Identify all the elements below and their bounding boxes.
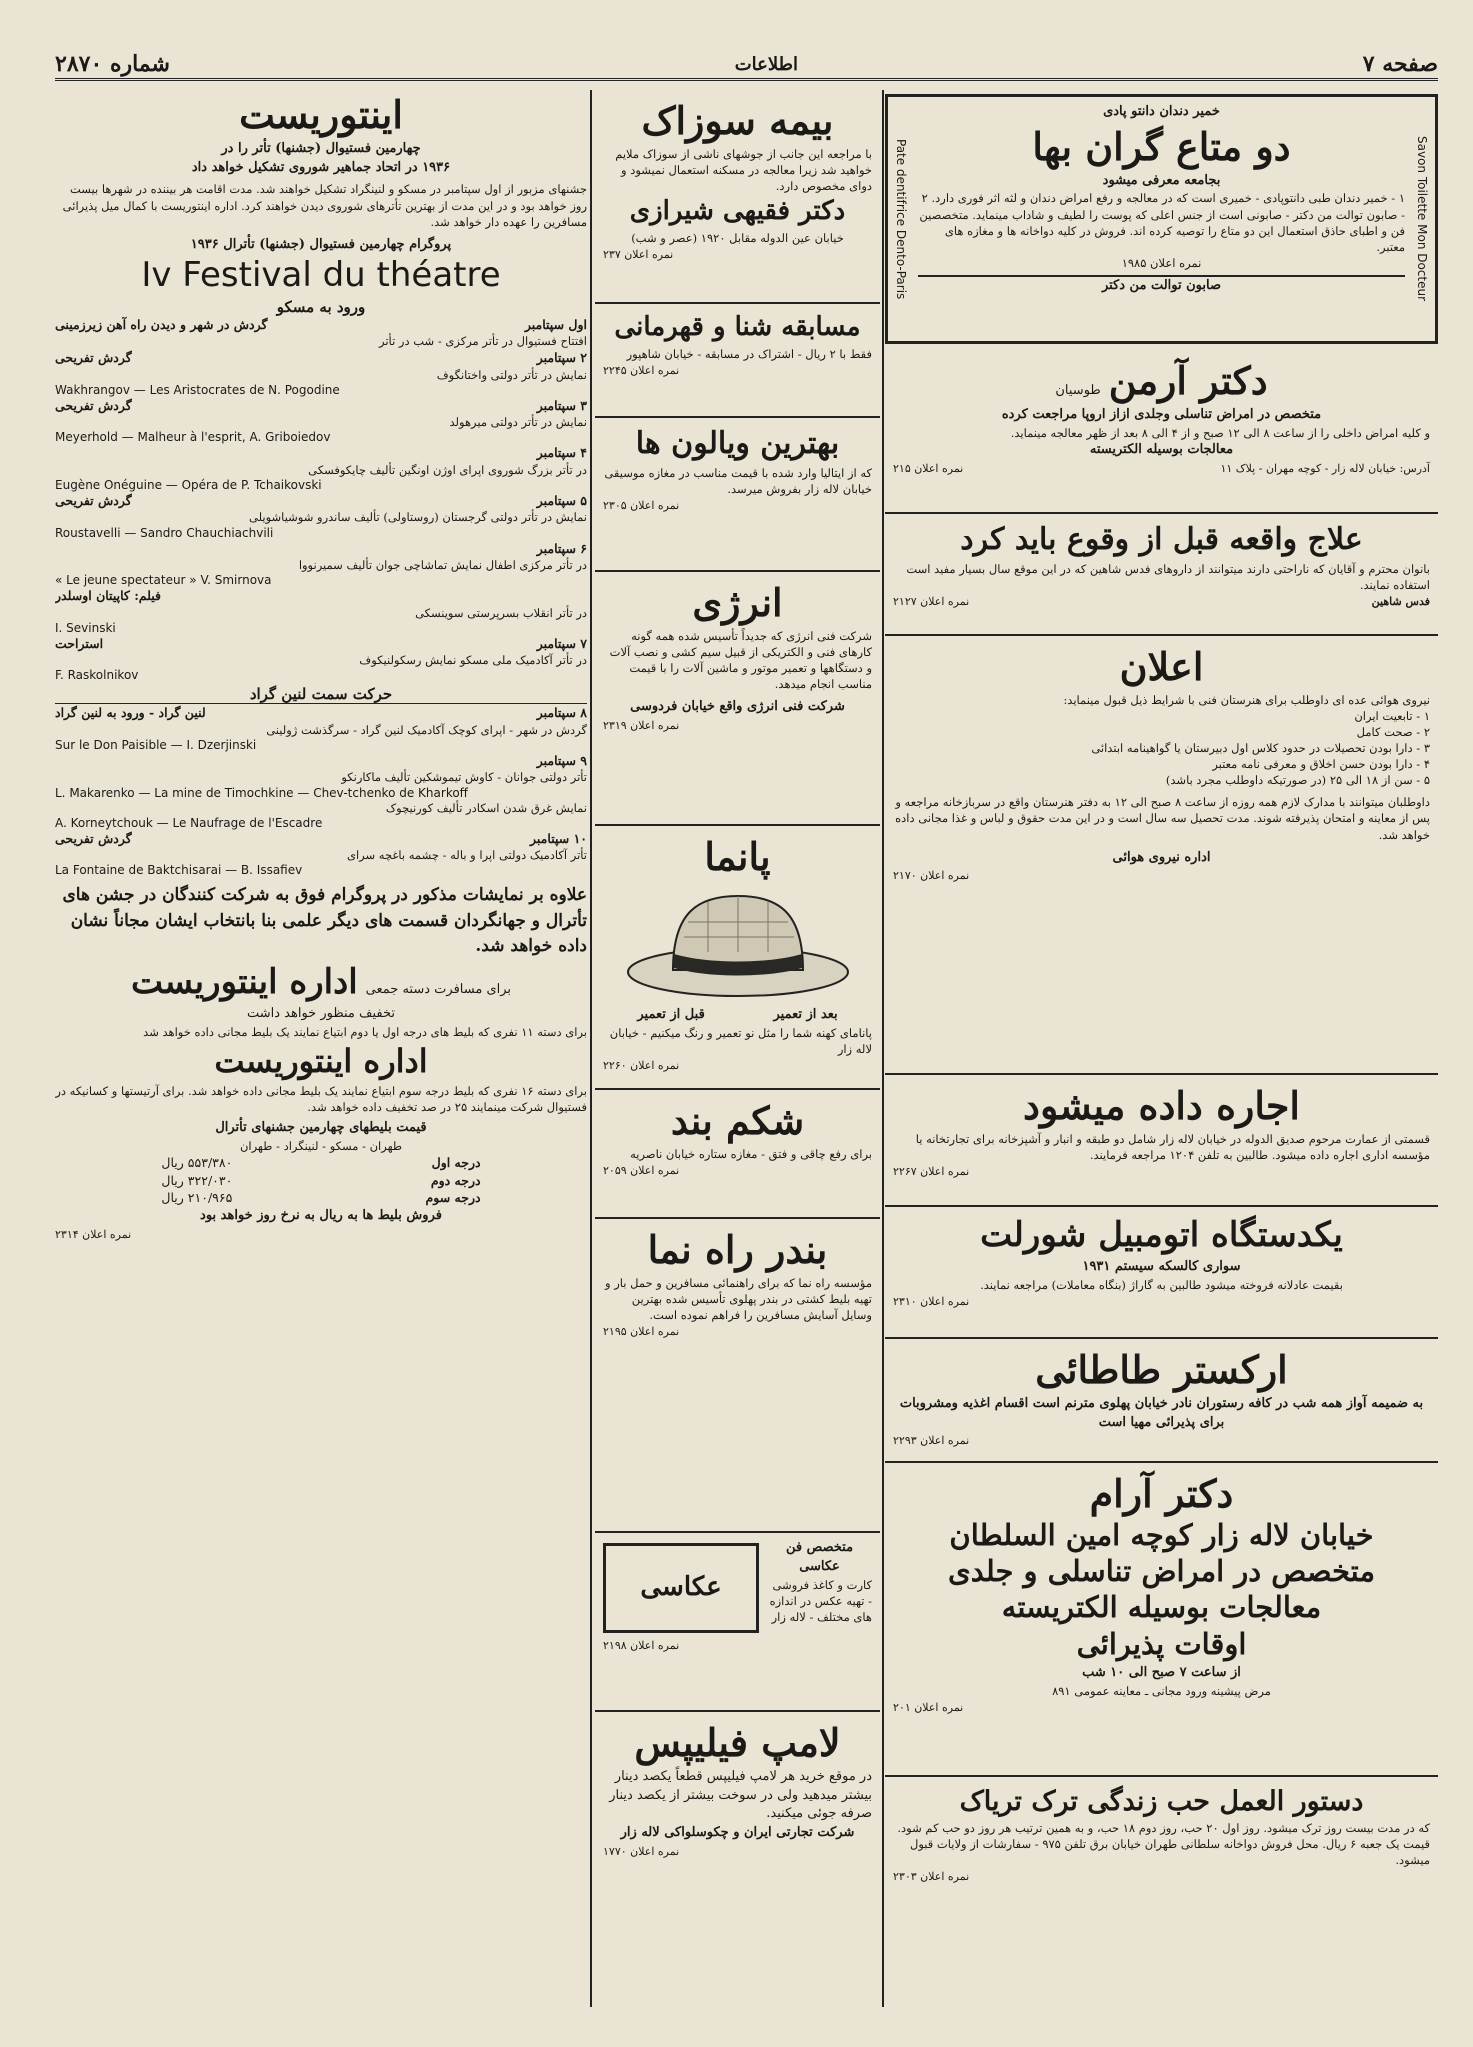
program-date: ۹ سپتامبر: [536, 752, 587, 768]
masthead: [55, 50, 1438, 81]
lease-ad: [885, 1075, 1438, 1207]
program-date: ۲ سپتامبر: [536, 350, 587, 366]
ad-text: قسمتی از عمارت مرحوم صدیق الدوله در خیابان لاله زار شامل دو طبقه و انبار و آشپزخانه برای تجارتخانه یا مؤسسه اداری اجاره داده میشود. طالبین به تلفن ۱۲۰۴ مراجعه فرمایند.: [915, 1131, 1430, 1162]
program-title: پروگرام چهارمین فستیوال (جشنها) تأترال ۱۹۳۶: [190, 236, 452, 252]
ad-text: در موقع خرید هر لامپ فیلیپس قطعاً یکصد دینار بیشتر میدهید ولی در سوخت بیشتر از یکصد دینار صرفه جوئی میکنید.: [609, 1768, 872, 1822]
energy-ad: [595, 572, 880, 826]
caption-before: بعد از تعمیر: [773, 1006, 838, 1022]
price-class: درجه اول: [431, 1155, 481, 1171]
port-ad: [595, 1219, 880, 1533]
ad-line: سواری کالسکه سیستم ۱۹۳۱: [1082, 1259, 1241, 1275]
program-text: گردش در شهر - اپرای کوچک آکادمیک لنین گراد - سرگذشت ژولینی: [266, 722, 587, 737]
ad-title: دکتر آرام: [1089, 1471, 1234, 1516]
program-item: [55, 316, 587, 350]
prices-route: طهران - مسکو - لنینگراد - طهران: [239, 1139, 403, 1154]
ad-text: بانوان محترم و آقایان که ناراحتی دارند میتوانند از داروهای فدس شاهین که در این موقع سال بسیار مفید است استفاده نمایند.: [906, 561, 1430, 592]
notice-item: ۳ - دارا بودن تحصیلات در حدود کلاس اول دبیرستان یا گواهینامه ابتدائی: [1091, 741, 1430, 756]
ad-seq: نمره اعلان ۲۰۵۹: [603, 1163, 680, 1177]
ad-brand: فدس شاهین: [1371, 594, 1430, 608]
program-head: استراحت: [55, 635, 104, 651]
program-latin: L. Makarenko — La mine de Timochkine — Chev-tchenko de Kharkoff: [55, 785, 468, 800]
ad-line: معالجات بوسیله الکتریسته: [1001, 1590, 1322, 1625]
ad-text: به ضمیمه آواز همه شب در کافه رستوران نادر خیابان پهلوی مترنم است اقسام اغذیه ومشروبات برای پذیرائی مهیا است: [899, 1395, 1424, 1430]
ad-text: فقط با ۲ ریال - اشتراک در مسابقه - خیابان شاهپور: [626, 346, 872, 361]
issue-number: شماره ۲۸۷۰: [55, 51, 170, 77]
ad-title: دستور العمل حب زندگی ترک تریاک: [959, 1786, 1364, 1817]
ad-seq: نمره اعلان ۲۳۱۹: [603, 719, 680, 733]
program-latin: F. Raskolnikov: [55, 668, 139, 683]
ad-text: با مراجعه این جانب از جوشهای ناشی از سوزاک ملایم خواهید شد زیرا معالجه در مسکنه استعمال نمیشود و دوای مخصوص دارد.: [615, 146, 872, 193]
ad-line: متخصص در امراض تناسلی و جلدی: [948, 1554, 1375, 1589]
article-note: فروش بلیط ها به ریال به نرخ روز خواهد بود: [200, 1207, 442, 1223]
ad-seq: نمره اعلان ۲۳۷: [603, 248, 674, 262]
program-date: اول سپتامبر: [524, 316, 587, 332]
ad-seq: نمره اعلان ۲۱۲۷: [893, 594, 970, 608]
ad-line: خیابان لاله زار کوچه امین السلطان: [949, 1517, 1374, 1552]
ad-address: خیابان عین الدوله مقابل ۱۹۲۰ (عصر و شب): [631, 230, 844, 245]
ad-text: داوطلبان میتوانند با مدارک لازم همه روزه از ساعت ۸ صبح الی ۱۲ به دفتر هنرستان واقع در سربازخانه مراجعه و پس از معاینه و امتحان پذیرفته شوند. مدت تحصیل سه سال است و در این مدت حقوق و لباس و غذا مجانی داده خواهد شد.: [895, 795, 1430, 842]
program-date: ۴ سپتامبر: [536, 445, 587, 461]
ad-seq: نمره اعلان ۲۲۴۵: [603, 363, 680, 377]
ad-seq: نمره اعلان ۲۳۰۳: [893, 1870, 970, 1884]
program-item: [55, 800, 587, 830]
program-date: ۱۰ سپتامبر: [530, 830, 587, 846]
ad-seq: نمره اعلان ۲۳۰۵: [603, 498, 680, 512]
panama-ad: [595, 826, 880, 1090]
ad-text: برای رفع چاقی و فتق - مغازه ستاره خیابان ناصریه: [630, 1146, 872, 1161]
philips-ad: [595, 1712, 880, 1914]
ad-seq: نمره اعلان ۲۲۹۳: [893, 1434, 970, 1448]
program-head: لنین گراد - ورود به لنین گراد: [55, 705, 206, 721]
ad-footer: صابون توالت من دکتر: [918, 275, 1405, 296]
article-paragraph: برای دسته ۱۶ نفری که بلیط درجه سوم ابتیاع نمایند یک بلیط مجانی داده خواهد شد. برای آرتیستها و کسانیکه در فستیوال شرکت مینمایند ۲۵ در صد تخفیف داده خواهد شد.: [55, 1084, 587, 1115]
program-latin: Eugène Onéguine — Opéra de P. Tchaikovski: [55, 477, 322, 492]
price-row: [161, 1154, 480, 1172]
ad-text: کارت و کاغذ فروشی - تهیه عکس در اندازه های مختلف - لاله زار: [769, 1577, 872, 1624]
studio-sign-text: عکاسی: [640, 1572, 722, 1603]
ad-seq: نمره اعلان ۲۰۱: [893, 1701, 964, 1715]
program-latin: I. Sevinski: [55, 620, 116, 635]
program-date: ۶ سپتامبر: [536, 540, 587, 556]
column-rule: [882, 90, 884, 2007]
program-date: [517, 587, 587, 605]
article-subtitle: چهارمین فستیوال (جشنها) تأتر را در: [221, 140, 421, 156]
ad-line: متخصص در امراض تناسلی وجلدی ازاز اروپا مراجعت کرده: [1001, 406, 1322, 422]
opium-ad: [885, 1777, 1438, 1899]
program-latin: Wakhrangov — Les Aristocrates de N. Pogodine: [55, 382, 340, 397]
program-item: [55, 704, 587, 752]
ad-text: مؤسسه راه نما که برای راهنمائی مسافرین و حمل بار و تهیه بلیط کشتی در بندر پهلوی تأسیس شده بهترین وسایل آسایش مسافرین را فراهم نموده است.: [605, 1275, 872, 1322]
program-item: [55, 540, 587, 588]
violins-ad: [595, 418, 880, 572]
ad-seq: نمره اعلان ۲۱۵: [893, 461, 964, 475]
ad-line: اوقات پذیرائی: [1076, 1626, 1247, 1661]
ad-line: از ساعت ۷ صبح الی ۱۰ شب: [1082, 1665, 1241, 1681]
ad-title: انرژی: [692, 580, 783, 625]
price-table: [161, 1154, 480, 1207]
program-latin: Roustavelli — Sandro Chauchiachvili: [55, 525, 274, 540]
toothpaste-ad: [885, 94, 1438, 344]
ad-title: پانما: [704, 834, 771, 879]
notice-item: ۱ - تابعیت ایران: [1354, 708, 1430, 723]
price-row: [161, 1189, 480, 1207]
ad-title: بیمه سوزاک: [641, 98, 834, 143]
program-head: گردش تفریحی: [55, 830, 132, 846]
ad-text: که از ایتالیا وارد شده با قیمت مناسب در مغازه موسیقی خیابان لاله زار بفروش میرسد.: [604, 465, 872, 496]
program-head: گردش تفریحی: [55, 350, 132, 366]
ad-title: ارکستر طاطائی: [1035, 1347, 1288, 1392]
program-date: ۷ سپتامبر: [536, 635, 587, 651]
program-item: [55, 397, 587, 445]
ad-seq: نمره اعلان ۱۹۸۵: [1121, 255, 1202, 270]
festival-title-fr: Iv Festival du théatre: [141, 254, 501, 295]
ad-name: دکتر فقیهی شیرازی: [629, 196, 846, 227]
article-paragraph: برای دسته ۱۱ نفری که بلیط های درجه اول یا دوم ابتیاع نمایند یک بلیط مجانی داده خواهد شد: [143, 1024, 587, 1039]
program-text: نمایش غرق شدن اسکادر تألیف کورنیچوک: [385, 800, 587, 815]
ad-title: بندر راه نما: [647, 1227, 828, 1272]
program-text: افتتاح فستیوال در تأتر مرکزی - شب در تأتر: [379, 334, 587, 349]
program-head: گردش تفریحی: [55, 492, 132, 508]
ad-title: شکم بند: [670, 1098, 805, 1143]
program-latin: Sur le Don Paisible — I. Dzerjinski: [55, 737, 257, 752]
airforce-notice: [885, 636, 1438, 1075]
ad-title: لامپ فیلیپس: [634, 1720, 841, 1765]
ad-title: مسابقه شنا و قهرمانی: [614, 312, 861, 342]
ad-title: یکدستگاه اتومبیل شورلت: [980, 1215, 1343, 1255]
program-text: در تأتر آکادمیک ملی مسکو نمایش رسکولنیکوف: [359, 653, 587, 668]
ad-address: آدرس: خیابان لاله زار - کوچه مهران - پلاک ۱۱: [1220, 461, 1430, 475]
ad-text: و کلیه امراض داخلی را از ساعت ۸ الی ۱۲ صبح و از ۴ الی ۸ بعد از ظهر معالجه مینماید.: [1010, 425, 1430, 440]
ad-note: مرض پیشینه ورود مجانی ـ معاینه عمومی ۸۹۱: [1052, 1684, 1271, 1699]
syphilis-ad: [595, 90, 880, 304]
ad-seq: نمره اعلان ۲۲۶۷: [893, 1164, 970, 1178]
program-date: ۵ سپتامبر: [536, 492, 587, 508]
studio-sign: [603, 1543, 759, 1633]
ad-title: اجاره داده میشود: [1023, 1083, 1300, 1128]
notice-item: ۵ - سن از ۱۸ الی ۲۵ (در صورتیکه داوطلب مجرد باشد): [1165, 773, 1430, 788]
inline-text: تخفیف منظور خواهد داشت: [246, 1006, 395, 1022]
program-item: [55, 444, 587, 492]
program-item: [55, 587, 587, 635]
price-row: [161, 1172, 480, 1190]
article-intro: جشنهای مزبور از اول سپتامبر در مسکو و لنینگراد تشکیل خواهند شد. مدت اقامت هر بیننده در شهرها بیست روز خواهد بود و در این مدت از بهترین تأترهای شوروی دیدن خواهند کرد. اداره اینتوریست با کمال میل پذیرائی مسافرین را عهده دار خواهد شد.: [62, 182, 587, 229]
notice-intro: نیروی هوائی عده ای داوطلب برای هنرستان فنی با شرایط ذیل قبول مینماید:: [1063, 692, 1430, 707]
ad-subtitle: بجامعه معرفی میشود: [1102, 172, 1221, 188]
inline-text: برای مسافرت دسته جمعی: [365, 981, 512, 997]
price-value: ۵۵۳/۳۸۰ ریال: [161, 1155, 233, 1171]
ad-line: معالجات بوسیله الکتریسته: [1089, 441, 1234, 457]
price-value: ۳۲۲/۰۳۰ ریال: [161, 1172, 233, 1188]
ad-seq: نمره اعلان ۱۷۷۰: [603, 1845, 680, 1859]
notice-signoff: اداره نیروی هوائی: [1112, 849, 1211, 865]
price-class: درجه سوم: [425, 1190, 481, 1206]
program-latin: « Le jeune spectateur » V. Smirnova: [55, 573, 272, 588]
intourist-column: [55, 90, 587, 2007]
ads-column-right: [885, 90, 1438, 2007]
program-latin: La Fontaine de Baktchisarai — B. Issafiev: [55, 863, 303, 878]
paper-name: اطلاعات: [734, 53, 798, 75]
hat-illustration: [618, 882, 858, 1002]
program-item: [55, 492, 587, 540]
ad-title: علاج واقعه قبل از وقوع باید کرد: [960, 522, 1363, 557]
article-paragraph: علاوه بر نمایشات مذکور در پروگرام فوق به شرکت کنندگان در جشن های تأترال و جهانگردان قسمت های دیگر علمی بنا بانتخاب ایشان مجاناً نشان داده خواهد شد.: [62, 885, 587, 957]
program-text: در تأتر بزرگ شوروی اپرای اوژن اونگین تألیف چایکوفسکی: [308, 462, 587, 477]
ad-text: ۱ - خمیر دندان طبی دانتوپادی - خمیری است که در معالجه و رفع امراض دندان و لثه اثر فوری دارد. ۲ - صابون توالت من دکتر - صابونی است از جنس اعلی که پوست را لطیف و شاداب مینماید. متخصصین فن و اطبای حاذق استعمال این دو متاع را توصیه کرده اند. فروش در کلیه دواخانه ها و مغازه های معتبر.: [919, 191, 1405, 254]
program-date: ۳ سپتامبر: [536, 397, 587, 413]
ad-text: بقیمت عادلانه فروخته میشود طالبین به گاراژ (بنگاه معاملات) مراجعه نمایند.: [980, 1278, 1343, 1293]
program-text: در تأتر مرکزی اطفال نمایش تماشاچی جوان تألیف سمیرنووا: [298, 558, 587, 573]
ad-note: طوسیان: [1055, 383, 1101, 398]
side-caption: Savon Toilette Mon Docteur: [1415, 136, 1429, 302]
ad-title: بهترین ویالون ها: [635, 426, 840, 461]
program-latin: A. Korneytchouk — Le Naufrage de l'Escadre: [55, 815, 323, 830]
caption-after: قبل از تعمیر: [637, 1006, 705, 1022]
ad-name: شرکت تجارتی ایران و چکوسلواکی لاله زار: [620, 1825, 855, 1841]
belt-ad: [595, 1090, 880, 1219]
program-text: نمایش در تأتر دولتی گرجستان (روستاولی) تألیف ساندرو شوشیاشویلی: [249, 510, 587, 525]
contest-ad: [595, 304, 880, 418]
ad-title: متخصص فن عکاسی: [785, 1540, 854, 1574]
ad-text: که در مدت بیست روز ترک میشود. روز اول ۲۰ حب، روز دوم ۱۸ حب، و به همین ترتیب هر روز دو حب کم شود. قیمت یک جعبه ۶ ریال. محل فروش دواخانه سلطانی طهران خیابان برق تلفن ۹۷۵ - سفارشات از ولایات قبول میشود.: [897, 1821, 1430, 1868]
ad-title: دکتر آرمن: [1108, 358, 1268, 403]
photo-ad: [595, 1533, 880, 1712]
ad-text: پانامای کهنه شما را مثل نو تعمیر و رنگ میکنیم - خیابان لاله زار: [609, 1025, 872, 1056]
orchestra-ad: [885, 1339, 1438, 1463]
doctor-aram-ad: [885, 1463, 1438, 1777]
page-number: صفحه ۷: [1362, 51, 1438, 77]
program-head: فیلم: کاپیتان اوسلدر: [55, 588, 162, 604]
shahin-ad: [885, 514, 1438, 636]
program-head: گردش در شهر و دیدن راه آهن زیرزمینی: [55, 316, 268, 332]
doctor-armen-ad: [885, 350, 1438, 514]
program-text: تأتر آکادمیک دولتی اپرا و باله - چشمه باغچه سرای: [346, 848, 587, 863]
program-head: گردش تفریحی: [55, 397, 132, 413]
chevrolet-ad: [885, 1207, 1438, 1339]
program-heading: ورود به مسکو: [276, 297, 366, 316]
program-item: [55, 349, 587, 397]
agency-name: اداره اینتوریست: [130, 961, 358, 1002]
ad-text: شرکت فنی انرژی که جدیداً تأسیس شده همه گونه کارهای فنی و الکتریکی از قبیل سیم کشی و نصب آلات و دستگاهها و تعمیر موتور و ماشین آلات را با قیمت مناسب انجام میدهد.: [609, 628, 872, 692]
article-subtitle: ۱۹۳۶ در اتحاد جماهیر شوروی تشکیل خواهد داد: [191, 159, 451, 175]
ad-seq: نمره اعلان ۲۳۱۴: [55, 1227, 132, 1241]
program-item: [55, 752, 587, 800]
column-rule: [590, 90, 592, 2007]
program-text: در تأتر انقلاب بسرپرستی سوینسکی: [415, 605, 587, 620]
ad-seq: نمره اعلان ۲۱۷۰: [893, 869, 970, 883]
program-text: تأتر دولتی جوانان - کاوش تیموشکین تألیف ماکارنکو: [341, 770, 587, 785]
ad-seq: نمره اعلان ۲۱۹۵: [603, 1325, 680, 1339]
ad-seq: نمره اعلان ۲۲۶۰: [603, 1058, 680, 1072]
ad-kicker: خمیر دندان دانتو پادی: [1103, 104, 1220, 119]
program-item: [55, 635, 587, 683]
ad-seq: نمره اعلان ۲۳۱۰: [893, 1295, 970, 1309]
program-date: ۸ سپتامبر: [536, 705, 587, 721]
ad-title: اعلان: [1119, 644, 1204, 689]
price-value: ۲۱۰/۹۶۵ ریال: [161, 1190, 233, 1206]
program-item: [55, 685, 587, 704]
ad-name: شرکت فنی انرژی واقع خیابان فردوسی: [630, 699, 845, 715]
notice-item: ۲ - صحت کامل: [1356, 724, 1430, 739]
program-text: نمایش در تأتر دولتی میرهولد: [449, 415, 587, 430]
ad-title: دو متاع گران بها: [1032, 123, 1291, 169]
program-item: [55, 830, 587, 878]
notice-item: ۴ - دارا بودن حسن اخلاق و معرفی نامه معتبر: [1212, 757, 1430, 772]
program-list: [55, 316, 587, 878]
article-title: اینتوریست: [239, 92, 403, 137]
program-latin: Meyerhold — Malheur à l'esprit, A. Griboiedov: [55, 430, 331, 445]
ads-column-middle: [595, 90, 880, 2007]
program-text: نمایش در تأتر دولتی واختانگوف: [436, 367, 587, 382]
ad-seq: نمره اعلان ۲۱۹۸: [603, 1639, 680, 1652]
agency-name: اداره اینتوریست: [214, 1042, 428, 1081]
side-caption: Pate dentifrice Dento-Paris: [894, 138, 908, 300]
prices-title: قیمت بلیطهای چهارمین جشنهای تأترال: [215, 1120, 427, 1136]
price-class: درجه دوم: [430, 1172, 481, 1188]
program-head: حرکت سمت لنین گراد: [249, 685, 393, 704]
